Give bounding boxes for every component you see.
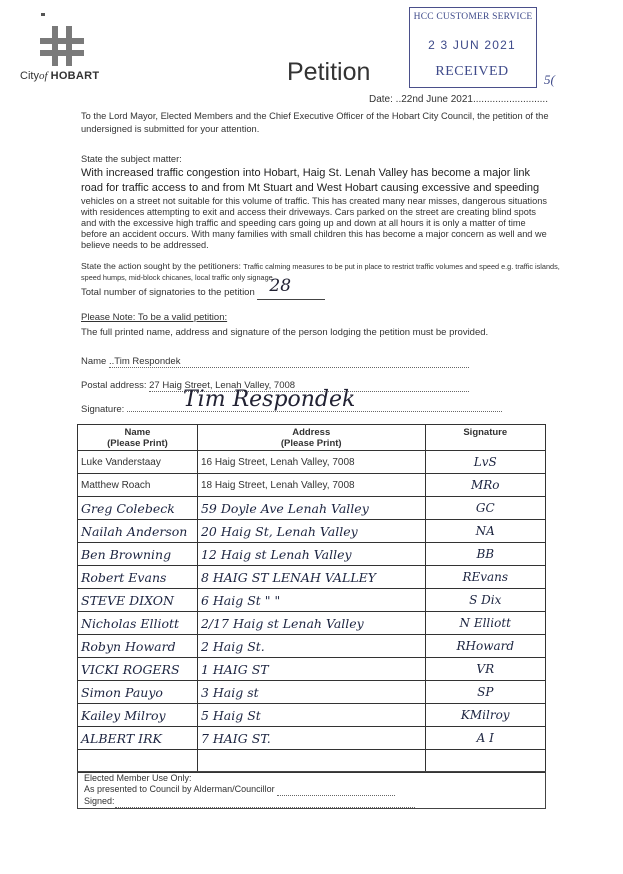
lodger-address-field: Postal address: 27 Haig Street, Lenah Valley, 7008 [81,380,469,392]
table-row [78,566,546,589]
table-row [78,474,546,497]
table-row [78,750,546,773]
signatory-name: Simon Pauyo [78,681,198,704]
signatory-signature: S Dix [425,589,545,612]
table-row [78,681,546,704]
scan-mark [41,13,45,16]
action-text: Traffic calming measures to be put in place to restrict traffic volumes and speed e.g. traffic islands, speed humps, mid-block chicanes, local traffic only signage. [81,262,560,282]
page-title: Petition [287,58,371,86]
signatory-address: 5 Haig St [197,704,425,727]
table-row [78,520,546,543]
signatories-table [77,424,546,773]
signatory-name: Greg Colebeck [78,497,198,520]
lodger-signature-field: Signature: [81,404,502,415]
signatory-signature: KMilroy [425,704,545,727]
table-row [78,727,546,750]
signatory-name: Nailah Anderson [78,520,198,543]
received-stamp [409,7,537,88]
stamp-department: HCC CUSTOMER SERVICE [413,12,533,22]
signatory-name: ALBERT IRK [78,727,198,750]
signatory-address [197,750,425,773]
subject-text-large: With increased traffic congestion into Hobart, Haig St. Lenah Valley has become a major link road for traffic access to and from Mt Stuart and West Hobart causing excessive and speeding [81,167,540,194]
signatory-signature [425,750,545,773]
table-row [78,612,546,635]
signatory-name: STEVE DIXON [78,589,198,612]
stamp-handwritten-mark: 5( [544,72,555,87]
col-header-address: Address (Please Print) [197,425,425,451]
validity-note-text: The full printed name, address and signature of the person lodging the petition must be provided. [81,327,489,338]
signatory-address: 18 Haig Street, Lenah Valley, 7008 [197,474,425,497]
validity-note-title: Please Note: To be a valid petition: [81,312,228,323]
signatory-address: 8 HAIG ST LENAH VALLEY [197,566,425,589]
table-row [78,635,546,658]
intro-text: To the Lord Mayor, Elected Members and the Chief Executive Officer of the Hobart City Council, the petition of the undersigned is submitted for your attention. [81,111,549,134]
table-row [78,658,546,681]
signatory-name: Luke Vanderstaay [78,451,198,474]
office-line-3: Signed: [84,796,539,808]
signatory-name: Robyn Howard [78,635,198,658]
total-label: Total number of signatories to the petition [81,287,255,298]
office-line-1: Elected Member Use Only: [84,773,192,783]
signatory-name: Nicholas Elliott [78,612,198,635]
action-sought [81,261,561,283]
signatory-address: 1 HAIG ST [197,658,425,681]
signatory-address: 6 Haig St " " [197,589,425,612]
signatory-signature: MRo [425,474,545,497]
table-row [78,497,546,520]
signatory-address: 16 Haig Street, Lenah Valley, 7008 [197,451,425,474]
signatory-name: Kailey Milroy [78,704,198,727]
total-signatories [81,275,325,300]
signatory-signature: RHoward [425,635,545,658]
total-value: 28 [269,275,292,296]
signatory-address: 7 HAIG ST. [197,727,425,750]
table-row [78,451,546,474]
subject-label: State the subject matter: [81,154,182,164]
petition-date: Date: ..22nd June 2021........................... [369,94,548,105]
signatory-address: 3 Haig st [197,681,425,704]
office-line-2: As presented to Council by Alderman/Councillor [84,784,539,796]
signatory-name: Ben Browning [78,543,198,566]
signatory-signature: REvans [425,566,545,589]
col-header-name: Name (Please Print) [78,425,198,451]
signatory-address: 20 Haig St, Lenah Valley [197,520,425,543]
lodger-signature: Tim Respondek [183,387,356,412]
signatory-address: 59 Doyle Ave Lenah Valley [197,497,425,520]
signatory-signature: A I [425,727,545,750]
elected-member-box [77,771,546,809]
signatory-signature: VR [425,658,545,681]
signatory-signature: N Elliott [425,612,545,635]
signatory-address: 2 Haig St. [197,635,425,658]
signatory-address: 12 Haig st Lenah Valley [197,543,425,566]
stamp-date: 2 3 JUN 2021 [428,38,516,52]
signatory-name: VICKI ROGERS [78,658,198,681]
signatory-name [78,750,198,773]
lodger-address-value: 27 Haig Street, Lenah Valley, 7008 [149,380,469,392]
table-row [78,543,546,566]
signatory-signature: SP [425,681,545,704]
table-row [78,589,546,612]
table-row [78,704,546,727]
signatory-name: Robert Evans [78,566,198,589]
signatory-signature: NA [425,520,545,543]
subject-text-small: vehicles on a street not suitable for this volume of traffic. This has created many near misses, dangerous situations with residences attempting to exit and access their driveways. Cars parked on the street are creating blind spots and with the excessive high traffic and speeding cars going up and down at all hours it is only a matter of time before an accident occurs. With many families with small children this has become a major concern as well and we believe needs to be addressed. [81,196,547,250]
lodger-name-field: Name ..Tim Respondek [81,356,469,368]
action-label: State the action sought by the petitioners: [81,261,241,271]
lodger-name-value: ..Tim Respondek [109,356,469,368]
hobart-logo-icon [40,26,84,66]
signatory-signature: BB [425,543,545,566]
stamp-status: RECEIVED [435,64,509,79]
signatory-name: Matthew Roach [78,474,198,497]
col-header-signature: Signature [425,425,545,451]
logo-text: Cityof HOBART [20,70,100,82]
signatory-signature: GC [425,497,545,520]
signatory-signature: LvS [425,451,545,474]
signatory-address: 2/17 Haig st Lenah Valley [197,612,425,635]
